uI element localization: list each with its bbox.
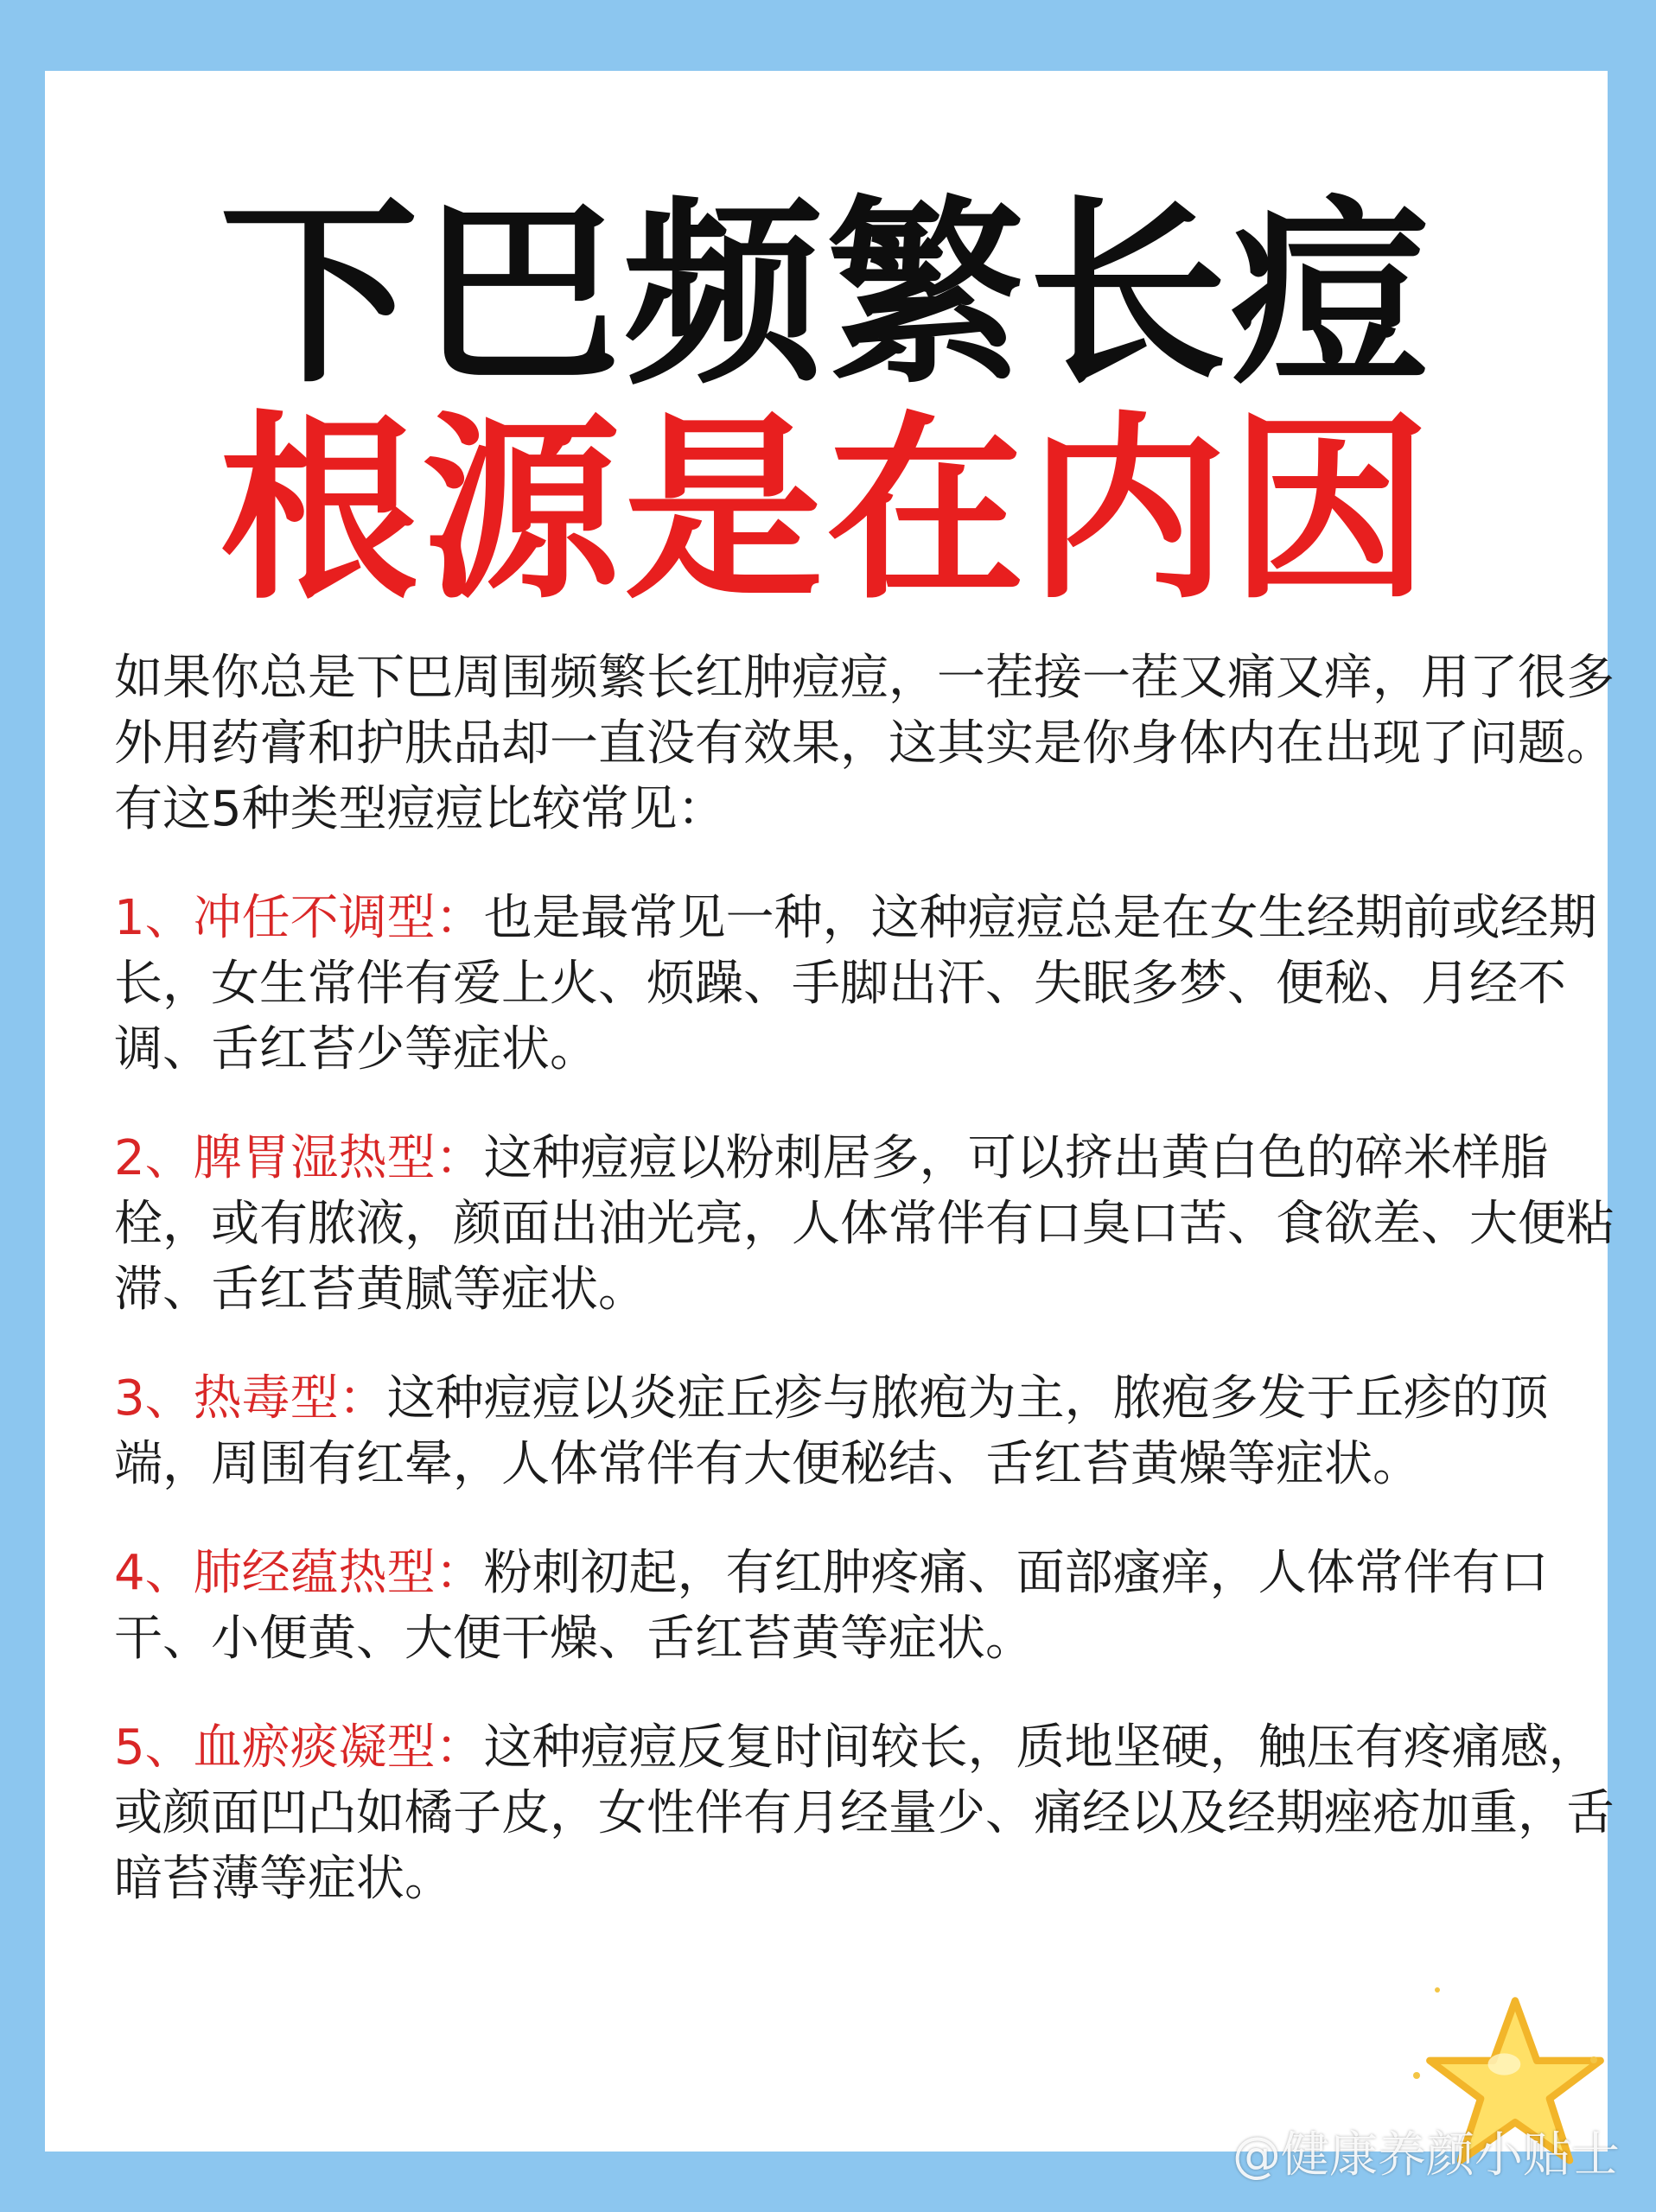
sparkle-dot <box>1413 2072 1420 2079</box>
list-item <box>114 1366 1618 1497</box>
item-heading: 5、血瘀痰凝型： <box>114 1719 484 1776</box>
item-heading: 4、肺经蕴热型： <box>114 1545 484 1601</box>
list-item <box>114 1715 1618 1912</box>
poster-card <box>45 71 1615 2152</box>
item-heading: 2、脾胃湿热型： <box>114 1130 484 1186</box>
title-line-2: 根源是在内因 <box>219 396 1433 626</box>
item-heading: 1、冲任不调型： <box>114 890 484 946</box>
item-body: 这种痘痘反复时间较长，质地坚硬，触压有疼痛感，或颜面凹凸如橘子皮，女性伴有月经量少、痛经以及经期痤疮加重，舌暗苔薄等症状。 <box>114 1719 1615 1907</box>
watermark: @健康养颜小贴士 <box>1232 2127 1620 2183</box>
list-item <box>114 886 1618 1083</box>
title-line-1: 下巴频繁长痘 <box>219 180 1433 410</box>
list-item <box>114 1541 1618 1672</box>
item-body: 也是最常见一种，这种痘痘总是在女生经期前或经期长，女生常伴有爱上火、烦躁、手脚出汗、失眠多梦、便秘、月经不调、舌红苔少等症状。 <box>114 890 1597 1077</box>
intro-paragraph: 如果你总是下巴周围频繁长红肿痘痘，一茬接一茬又痛又痒，用了很多外用药膏和护肤品却一直没有效果，这其实是你身体内在出现了问题。有这5种类型痘痘比较常见： <box>114 650 1615 837</box>
sparkle-dot <box>1590 2056 1597 2063</box>
sparkle-dot <box>1435 1987 1440 1993</box>
list-item <box>114 1126 1618 1323</box>
item-body: 这种痘痘以粉刺居多，可以挤出黄白色的碎米样脂栓，或有脓液，颜面出油光亮，人体常伴有口臭口苦、食欲差、大便粘滞、舌红苔黄腻等症状。 <box>114 1130 1615 1318</box>
item-body: 这种痘痘以炎症丘疹与脓疱为主，脓疱多发于丘疹的顶端，周围有红晕，人体常伴有大便秘结、舌红苔黄燥等症状。 <box>114 1370 1549 1492</box>
article-content <box>114 645 1618 1955</box>
item-body: 粉刺初起，有红肿疼痛、面部瘙痒，人体常伴有口干、小便黄、大便干燥、舌红苔黄等症状。 <box>114 1545 1549 1667</box>
item-heading: 3、热毒型： <box>114 1370 387 1427</box>
